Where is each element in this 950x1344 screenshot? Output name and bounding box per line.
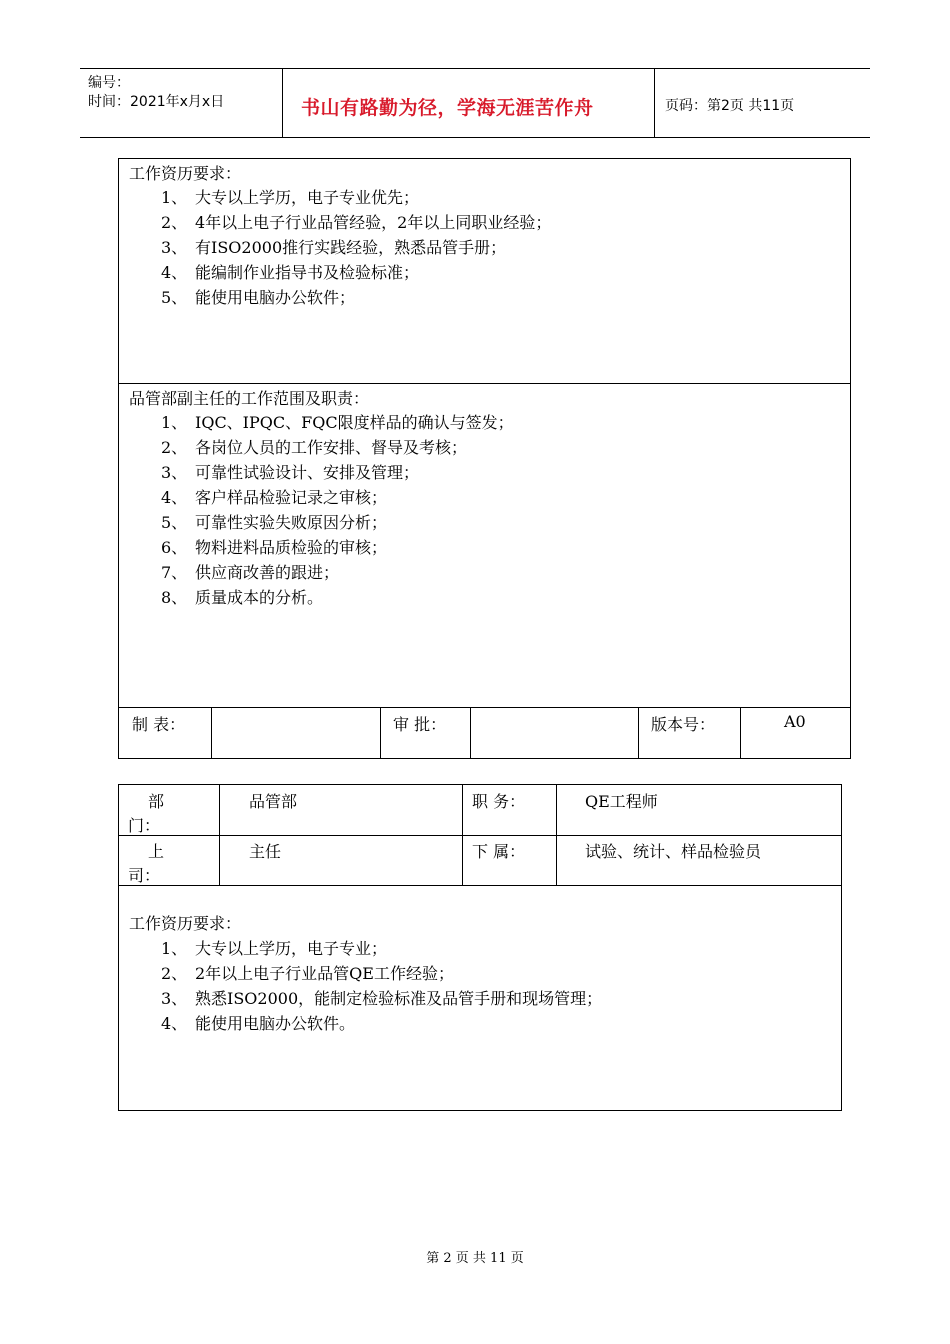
list-item: 8、 质量成本的分析。 [161, 588, 324, 607]
dept-label-cont: 门： [128, 816, 161, 835]
col-divider [219, 785, 220, 885]
boss-label-cont: 司： [128, 866, 161, 885]
approve-label-cell [381, 708, 471, 758]
col-divider [462, 785, 463, 885]
section-title: 工作资历要求： [129, 914, 242, 933]
list-item: 1、 IQC、IPQC、FQC限度样品的确认与签发； [161, 413, 514, 432]
list-item: 5、 能使用电脑办公软件； [161, 288, 356, 307]
page-header [80, 68, 870, 138]
page-footer: 第 2 页 共 11 页 [426, 1251, 524, 1266]
list-item: 2、 2年以上电子行业品管QE工作经验； [161, 964, 454, 983]
approve-label: 审 批： [393, 715, 447, 734]
header-motto: 书山有路勤为径，学海无涯苦作舟 [301, 97, 594, 119]
row-divider [119, 835, 841, 836]
signoff-row [118, 707, 851, 759]
page-number-label: 页码：第2页 共11页 [665, 98, 795, 114]
header-right-cell [655, 69, 870, 137]
list-item: 4、 能编制作业指导书及检验标准； [161, 263, 420, 282]
list-item: 4、 客户样品检验记录之审核； [161, 488, 388, 507]
header-center-cell [283, 69, 655, 137]
list-item: 3、 熟悉ISO2000，能制定检验标准及品管手册和现场管理； [161, 989, 603, 1008]
responsibilities-section [118, 383, 851, 708]
dept-value: 品管部 [249, 792, 298, 811]
dept-label: 部 [148, 792, 165, 811]
col-divider [556, 785, 557, 885]
subordinate-label: 下 属： [472, 842, 526, 861]
made-by-value-cell [212, 708, 381, 758]
subordinate-value: 试验、统计、样品检验员 [585, 842, 762, 861]
version-value-cell [741, 708, 850, 758]
position-info-table [118, 784, 842, 886]
boss-label: 上 [148, 842, 165, 861]
list-item: 2、 各岗位人员的工作安排、督导及考核； [161, 438, 468, 457]
header-left-cell [80, 69, 283, 137]
doc-time-label: 时间：2021年x月x日 [88, 94, 225, 110]
list-item: 1、 大专以上学历，电子专业； [161, 939, 388, 958]
doc-code-label: 编号： [88, 75, 130, 91]
boss-value: 主任 [249, 842, 282, 861]
section-title: 工作资历要求： [129, 164, 242, 183]
qualification-section [118, 158, 851, 384]
list-item: 3、 有ISO2000推行实践经验，熟悉品管手册； [161, 238, 507, 257]
list-item: 5、 可靠性实验失败原因分析； [161, 513, 388, 532]
position-label: 职 务： [472, 792, 526, 811]
list-item: 3、 可靠性试验设计、安排及管理； [161, 463, 420, 482]
list-item: 4、 能使用电脑办公软件。 [161, 1014, 356, 1033]
version-label: 版本号： [651, 715, 716, 734]
approve-value-cell [471, 708, 639, 758]
list-item: 7、 供应商改善的跟进； [161, 563, 340, 582]
section-title: 品管部副主任的工作范围及职责： [129, 389, 370, 408]
made-by-label-cell [119, 708, 212, 758]
list-item: 1、 大专以上学历，电子专业优先； [161, 188, 420, 207]
version-value: A0 [784, 712, 806, 731]
position-value: QE工程师 [585, 792, 658, 811]
version-label-cell [639, 708, 741, 758]
made-by-label: 制 表： [132, 715, 186, 734]
qe-qualification-section [118, 885, 842, 1111]
list-item: 6、 物料进料品质检验的审核； [161, 538, 388, 557]
list-item: 2、 4年以上电子行业品管经验，2年以上同职业经验； [161, 213, 552, 232]
